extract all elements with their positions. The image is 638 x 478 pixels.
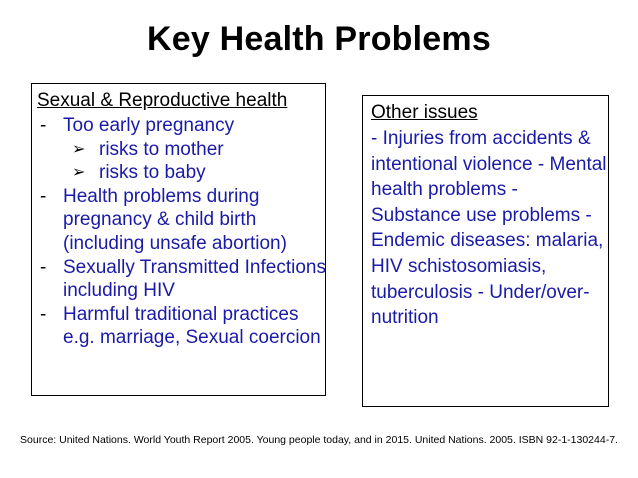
dash-marker: - xyxy=(40,303,47,325)
list-item-text: Health problems during pregnancy & child birth (including unsafe abortion) xyxy=(63,185,287,254)
list-item-text: risks to baby xyxy=(99,162,206,184)
left-box-heading: Sexual & Reproductive health xyxy=(37,90,288,111)
dash-marker: - xyxy=(40,115,47,136)
list-item-text: Sexually Transmitted Infections including HIV xyxy=(63,256,326,302)
list-item-text: risks to mother xyxy=(99,138,224,160)
other-issues-text: - Injuries from accidents & intentional violence - Mental health problems - Substance use problems - Endemic diseases: malaria, HIV schistosomiasis, tuberculosis - Under/over-nutrition xyxy=(371,128,607,329)
arrow-bullet-icon: ➢ xyxy=(72,140,86,158)
list-item xyxy=(32,303,327,350)
list-item-text: Too early pregnancy xyxy=(63,115,235,136)
sexual-reproductive-health-box xyxy=(31,83,326,396)
other-issues-box xyxy=(362,95,609,407)
list-item xyxy=(32,114,327,138)
slide-title: Key Health Problems xyxy=(147,20,491,58)
source-citation: Source: United Nations. World Youth Report 2005. Young people today, and in 2015. United Nations. 2005. ISBN 92-1-130244-7. xyxy=(20,434,618,446)
list-item xyxy=(32,256,327,303)
right-box-heading: Other issues xyxy=(371,102,478,123)
dash-marker: - xyxy=(40,185,47,207)
left-box-list xyxy=(32,114,327,350)
arrow-bullet-icon: ➢ xyxy=(72,164,86,182)
dash-marker: - xyxy=(40,256,47,278)
list-item-text: Harmful traditional practices e.g. marriage, Sexual coercion xyxy=(63,303,321,349)
list-item xyxy=(32,185,327,256)
list-subitem xyxy=(32,138,327,162)
list-subitem xyxy=(32,161,327,185)
